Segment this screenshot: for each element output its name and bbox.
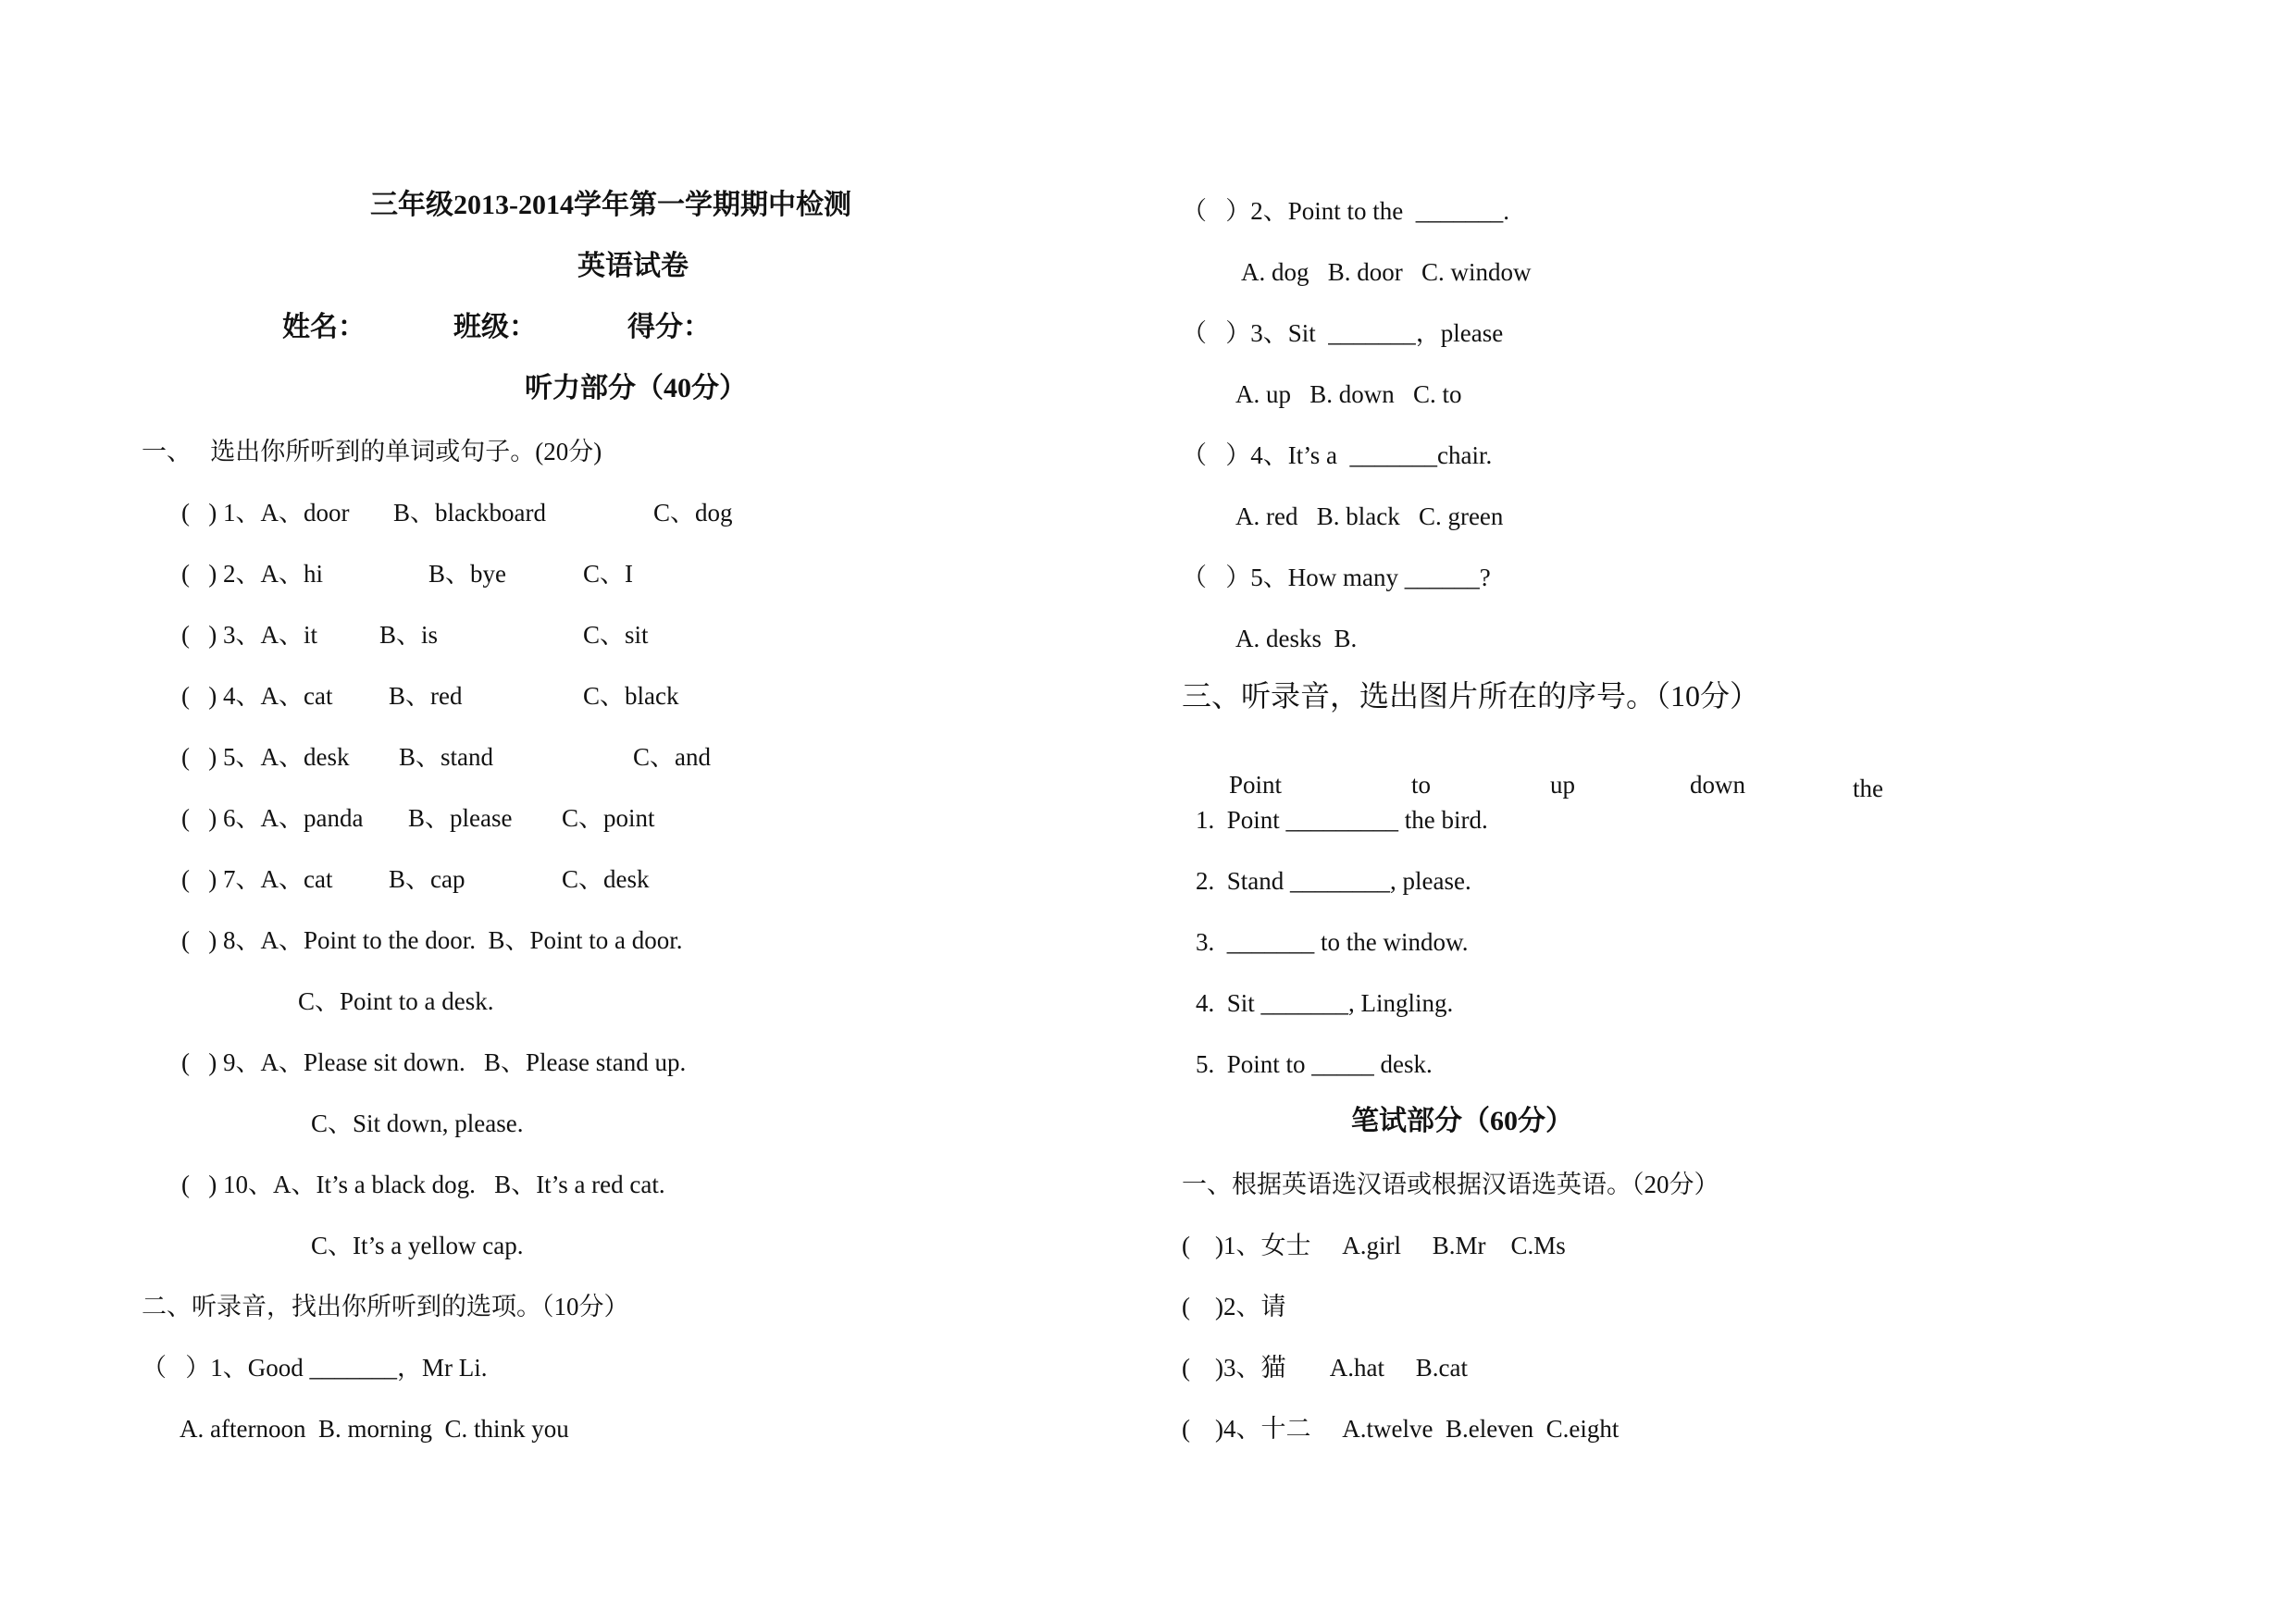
section-2-question-1-options: A. afternoon B. morning C. think you [180,1415,569,1443]
question-1-c: C、dog [653,499,733,527]
question-6-a: ( ) 6、A、panda [181,804,364,832]
fill-item: 1. Point _________ the bird. [1196,806,1488,834]
question-2-b: B、bye [428,560,506,588]
question-4-a: ( ) 4、A、cat [181,682,333,710]
question-8-option-c: C、Point to a desk. [298,987,494,1015]
writing-item: ( )4、十二 A.twelve B.eleven C.eight [1182,1415,1620,1443]
section-2-heading: 二、听录音，找出你所听到的选项。（10分） [142,1293,629,1320]
question-3-a: ( ) 3、A、it [181,621,317,649]
question-2-a: ( ) 2、A、hi [181,560,323,588]
question-10: ( ) 10、A、It’s a black dog. B、It’s a red cat. [181,1171,665,1198]
question-1-a: ( ) 1、A、door [181,499,350,527]
word-bank-word: down [1690,771,1745,799]
question-2-c: C、I [583,560,633,588]
question-3-b: B、is [379,621,439,649]
fill-item: 3. _______ to the window. [1196,928,1469,956]
fill-item: 5. Point to _____ desk. [1196,1050,1433,1078]
question-4-b: B、red [389,682,463,710]
section-2-question-5: （ ）5、How many ______? [1182,564,1491,591]
question-5-b: B、stand [399,743,494,771]
word-bank-word: up [1550,771,1575,799]
writing-title: 笔试部分（60分） [1351,1106,1573,1136]
question-1-b: B、blackboard [393,499,546,527]
section-2-question-2: （ ）2、Point to the _______. [1182,197,1510,225]
section-2-question-1: （ ）1、Good _______，Mr Li. [142,1354,488,1382]
word-bank-word: the [1853,775,1883,802]
writing-item: ( )2、请 [1182,1293,1286,1320]
exam-title: 三年级2013-2014学年第一学期期中检测 [370,190,851,220]
question-7-a: ( ) 7、A、cat [181,865,333,893]
section-3-heading: 三、听录音，选出图片所在的序号。（10分） [1182,679,1760,713]
section-2-question-4: （ ）4、It’s a _______chair. [1182,441,1493,469]
section-2-question-3-options: A. up B. down C. to [1235,380,1462,408]
question-8: ( ) 8、A、Point to the door. B、Point to a door. [181,926,683,954]
section-2-question-4-options: A. red B. black C. green [1235,502,1504,530]
question-6-c: C、point [562,804,655,832]
question-9-option-c: C、Sit down, please. [311,1110,524,1137]
question-10-option-c: C、It’s a yellow cap. [311,1232,524,1259]
section-1-heading: 一、 选出你所听到的单词或句子。(20分) [142,438,602,465]
question-7-c: C、desk [562,865,650,893]
fill-item: 2. Stand ________, please. [1196,867,1471,895]
writing-item: ( )3、猫 A.hat B.cat [1182,1354,1468,1382]
writing-item: ( )1、女士 A.girl B.Mr C.Ms [1182,1232,1566,1259]
fill-item: 4. Sit _______, Lingling. [1196,989,1454,1017]
question-9: ( ) 9、A、Please sit down. B、Please stand up. [181,1048,687,1076]
writing-section-1-heading: 一、根据英语选汉语或根据汉语选英语。（20分） [1182,1171,1719,1198]
score-label: 得分： [627,312,711,342]
question-7-b: B、cap [389,865,465,893]
exam-subtitle: 英语试卷 [577,251,689,281]
word-bank-word: to [1411,771,1432,799]
class-label: 班级： [453,312,537,342]
question-3-c: C、sit [583,621,649,649]
question-6-b: B、please [408,804,513,832]
section-2-question-2-options: A. dog B. door C. window [1241,258,1532,286]
word-bank-word: Point [1229,771,1283,799]
question-5-a: ( ) 5、A、desk [181,743,350,771]
name-label: 姓名： [282,312,366,342]
question-4-c: C、black [583,682,679,710]
listening-title: 听力部分（40分） [525,373,747,403]
section-2-question-3: （ ）3、Sit _______，please [1182,319,1504,347]
section-2-question-5-options: A. desks B. [1235,625,1358,652]
question-5-c: C、and [633,743,711,771]
